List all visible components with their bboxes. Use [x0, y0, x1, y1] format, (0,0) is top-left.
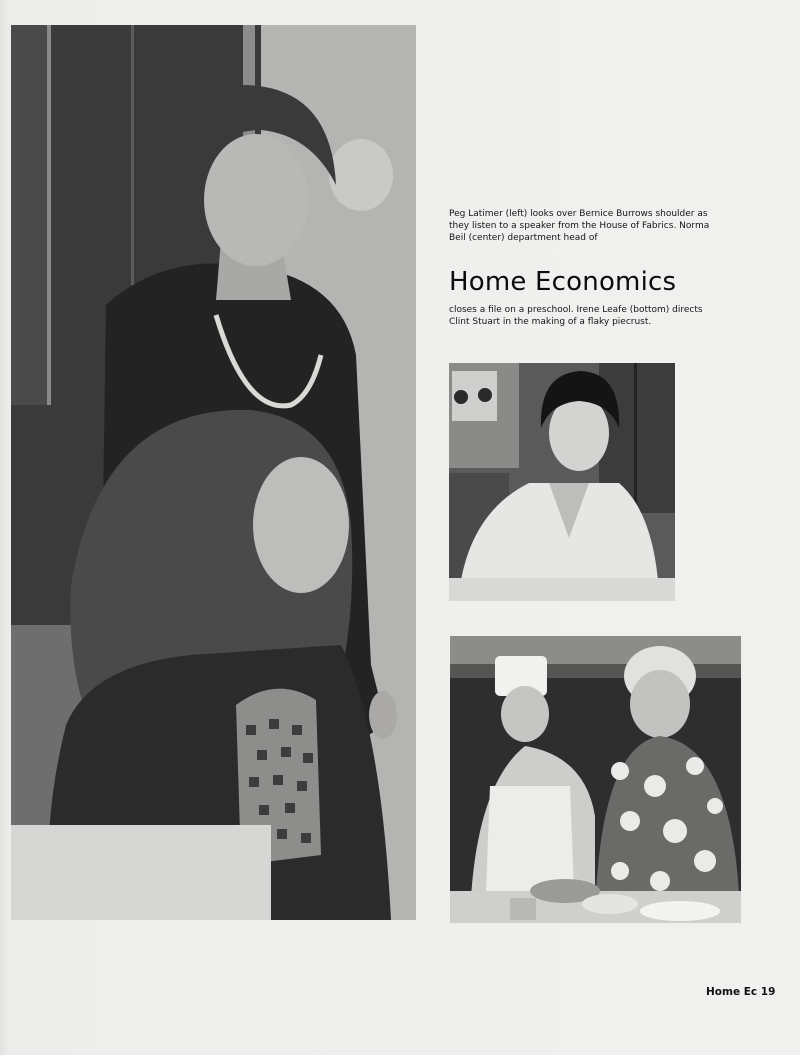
department-head-photo	[449, 363, 675, 601]
section-headline: Home Economics	[449, 267, 677, 297]
piecrust-lesson-photo	[450, 636, 741, 923]
photo-caption-continuation: closes a file on a preschool. Irene Leafe (bottom) directs Clint Stuart in the making of a flaky piecrust.	[449, 305, 703, 327]
photo-caption-intro: Peg Latimer (left) looks over Bernice Burrows shoulder as they listen to a speaker from the House of Fabrics. Norma Beil (center) department head of	[449, 209, 710, 243]
page-folio: Home Ec 19	[706, 986, 776, 998]
main-photo	[11, 25, 416, 920]
